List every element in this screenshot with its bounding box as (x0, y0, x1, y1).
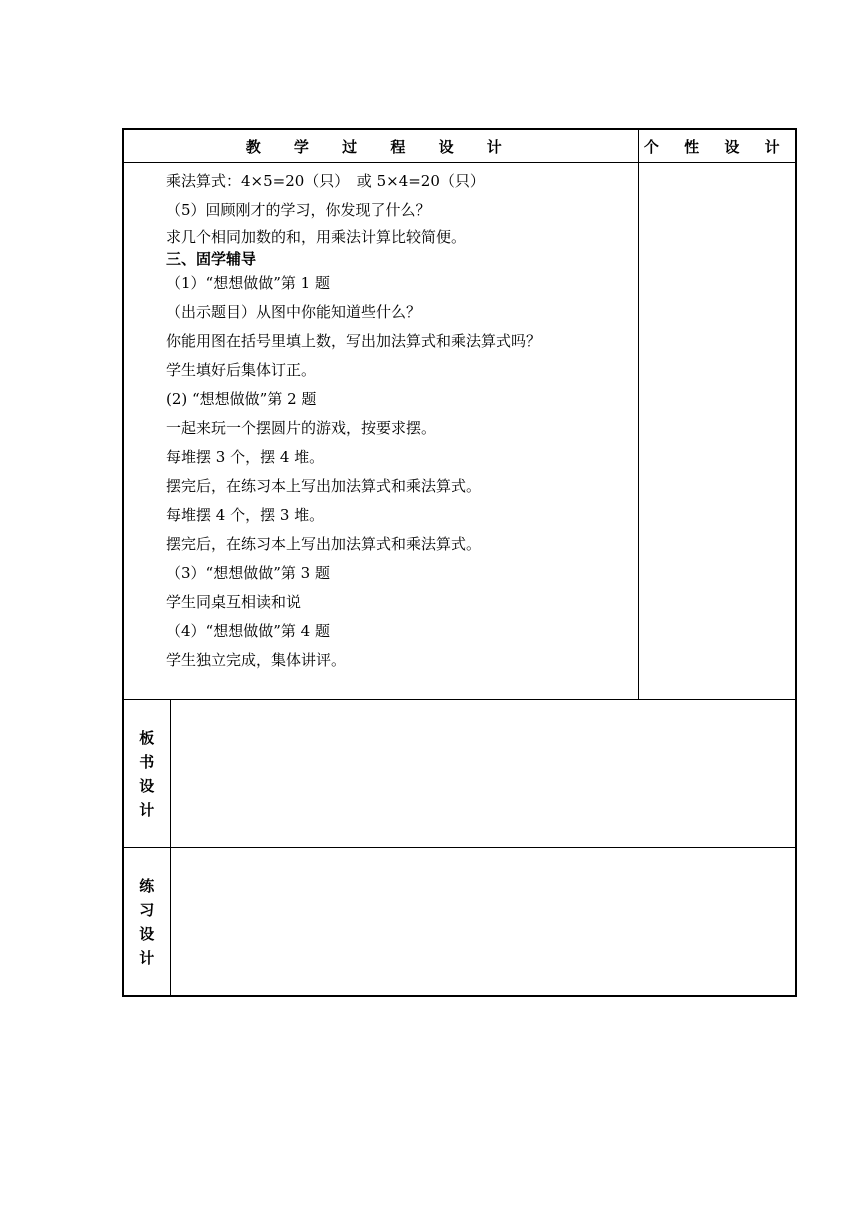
label-char: 设 (139, 776, 155, 795)
text-line: （4）“想想做做”第 4 题 (166, 622, 330, 640)
lesson-plan-table (122, 128, 797, 997)
text-line: (2) “想想做做”第 2 题 (166, 390, 317, 408)
text-line: （3）“想想做做”第 3 题 (166, 564, 330, 582)
text-line: 你能用图在括号里填上数，写出加法算式和乘法算式吗？ (166, 332, 542, 350)
board-design-content (170, 700, 796, 848)
label-char: 习 (139, 900, 155, 919)
process-row (123, 163, 796, 700)
label-char: 板 (139, 728, 155, 747)
personal-design-cell (638, 163, 796, 700)
label-char: 练 (139, 876, 155, 895)
practice-design-row (123, 848, 796, 997)
teaching-process-cell (123, 163, 638, 700)
label-char: 计 (139, 800, 155, 819)
label-char: 设 (139, 924, 155, 943)
practice-design-label (123, 848, 170, 997)
label-char: 计 (139, 948, 155, 967)
text-line: 求几个相同加数的和，用乘法计算比较简便。 (166, 228, 467, 246)
text-line: 学生填好后集体订正。 (166, 361, 317, 379)
text-line: 摆完后，在练习本上写出加法算式和乘法算式。 (166, 535, 482, 553)
teaching-process-text (124, 163, 638, 675)
text-line: 摆完后，在练习本上写出加法算式和乘法算式。 (166, 477, 482, 495)
board-design-row (123, 700, 796, 848)
text-line: 一起来玩一个摆圆片的游戏，按要求摆。 (166, 419, 437, 437)
text-line: 每堆摆 3 个，摆 4 堆。 (166, 448, 325, 466)
text-line: 乘法算式：4×5=20（只） 或 5×4=20（只） (166, 172, 485, 190)
text-line: 学生独立完成，集体讲评。 (166, 651, 347, 669)
header-teaching-process: 教 学 过 程 设 计 (123, 129, 638, 163)
board-design-label (123, 700, 170, 848)
label-char: 书 (139, 752, 155, 771)
text-line: 每堆摆 4 个，摆 3 堆。 (166, 506, 325, 524)
text-line: （出示题目）从图中你能知道些什么？ (166, 303, 422, 321)
text-line: （5）回顾刚才的学习，你发现了什么？ (166, 201, 431, 219)
text-line: （1）“想想做做”第 1 题 (166, 274, 330, 292)
header-personal-design: 个 性 设 计 (638, 129, 796, 163)
section-heading: 三、固学辅导 (166, 250, 257, 268)
header-row (123, 129, 796, 163)
text-line: 学生同桌互相读和说 (166, 593, 302, 611)
practice-design-content (170, 848, 796, 997)
